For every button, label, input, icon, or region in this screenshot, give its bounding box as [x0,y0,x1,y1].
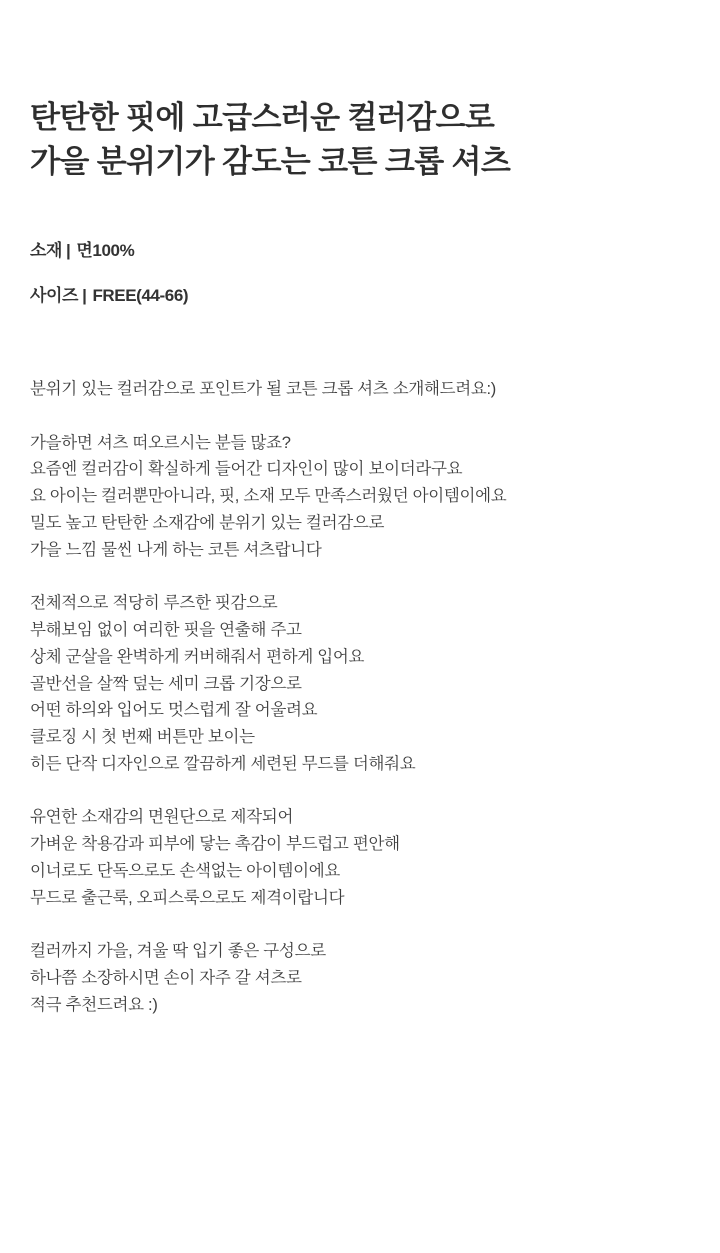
product-description-body [30,376,690,1018]
paragraph-line: 적극 추천드려요 :) [30,995,158,1014]
spec-size-value: FREE(44-66) [92,285,189,305]
spec-size-label: 사이즈 [30,285,79,305]
paragraph-line: 어떤 하의와 입어도 멋스럽게 잘 어울려요 [30,701,318,720]
paragraph-line: 상체 군살을 완벽하게 커버해줘서 편하게 입어요 [30,647,365,666]
page-title-line-2: 가을 분위기가 감도는 코튼 크롭 셔츠 [30,144,511,180]
paragraph-line: 가벼운 착용감과 피부에 닿는 촉감이 부드럽고 편안해 [30,835,400,854]
spec-material [30,238,690,264]
paragraph-line: 클로징 시 첫 번째 버튼만 보이는 [30,727,255,746]
paragraph-line: 유연한 소재감의 면원단으로 제작되어 [30,808,294,827]
spec-material-separator: | [66,241,71,261]
paragraph-intro [30,376,690,403]
paragraph-line: 분위기 있는 컬러감으로 포인트가 될 코튼 크롭 셔츠 소개해드려요:) [30,380,497,399]
paragraph-concept [30,430,690,564]
paragraph-line: 하나쯤 소장하시면 손이 자주 갈 셔츠로 [30,968,302,987]
paragraph-line: 무드로 출근룩, 오피스룩으로도 제격이랍니다 [30,888,345,907]
paragraph-line: 부해보임 없이 여리한 핏을 연출해 주고 [30,621,302,640]
spec-size-separator: | [82,285,87,305]
paragraph-line: 골반선을 살짝 덮는 세미 크롭 기장으로 [30,674,302,693]
paragraph-line: 가을하면 셔츠 떠오르시는 분들 많죠? [30,433,291,452]
paragraph-line: 요즘엔 컬러감이 확실하게 들어간 디자인이 많이 보이더라구요 [30,460,463,479]
spec-size [30,283,690,309]
spec-material-value: 면100% [76,241,135,261]
spec-material-label: 소재 [30,241,63,261]
paragraph-line: 이너로도 단독으로도 손색없는 아이템이에요 [30,861,340,880]
paragraph-line: 컬러까지 가을, 겨울 딱 입기 좋은 구성으로 [30,942,326,961]
paragraph-line: 히든 단작 디자인으로 깔끔하게 세련된 무드를 더해줘요 [30,754,416,773]
paragraph-line: 밀도 높고 탄탄한 소재감에 분위기 있는 컬러감으로 [30,513,385,532]
page-title [30,96,690,184]
paragraph-line: 가을 느낌 물씬 나게 하는 코튼 셔츠랍니다 [30,540,322,559]
paragraph-fit [30,590,690,777]
paragraph-material [30,804,690,911]
paragraph-line: 전체적으로 적당히 루즈한 핏감으로 [30,594,278,613]
page-title-line-1: 탄탄한 핏에 고급스러운 컬러감으로 [30,100,495,135]
paragraph-line: 요 아이는 컬러뿐만아니라, 핏, 소재 모두 만족스러웠던 아이템이에요 [30,487,507,506]
paragraph-recommendation [30,938,690,1018]
product-spec-list [30,238,690,308]
